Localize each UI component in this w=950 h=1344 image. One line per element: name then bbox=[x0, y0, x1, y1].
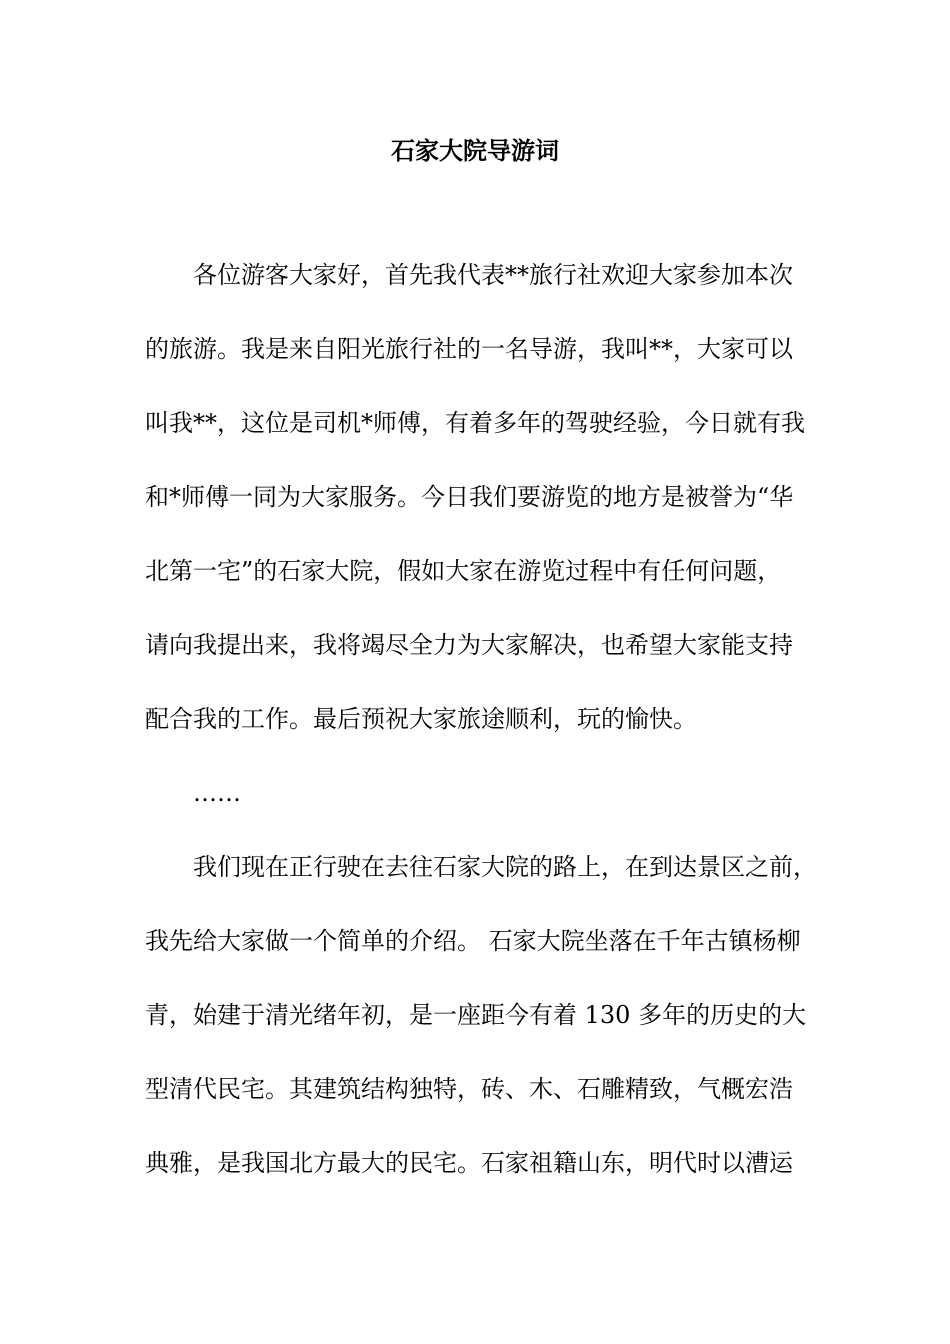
paragraph-line-6: 请向我提出来，我将竭尽全力为大家解决，也希望大家能支持 bbox=[145, 631, 793, 659]
paragraph-line-3: 叫我**，这位是司机*师傅，有着多年的驾驶经验，今日就有我 bbox=[145, 409, 805, 437]
paragraph-line-10: 青，始建于清光绪年初，是一座距今有着 130 多年的历史的大 bbox=[145, 1001, 807, 1029]
document-title: 石家大院导游词 bbox=[391, 136, 559, 165]
paragraph-line-7: 配合我的工作。最后预祝大家旅途顺利，玩的愉快。 bbox=[145, 705, 697, 733]
paragraph-line-1: 各位游客大家好，首先我代表**旅行社欢迎大家参加本次 bbox=[193, 261, 793, 289]
ellipsis-line: …… bbox=[193, 779, 241, 807]
paragraph-line-8: 我们现在正行驶在去往石家大院的路上，在到达景区之前， bbox=[193, 853, 817, 881]
paragraph-line-5: 北第一宅”的石家大院，假如大家在游览过程中有任何问题， bbox=[145, 557, 782, 585]
paragraph-line-9: 我先给大家做一个简单的介绍。 石家大院坐落在千年古镇杨柳 bbox=[145, 927, 801, 955]
paragraph-line-4: 和*师傅一同为大家服务。今日我们要游览的地方是被誉为“华 bbox=[145, 483, 794, 511]
paragraph-line-12: 典雅，是我国北方最大的民宅。石家祖籍山东，明代时以漕运 bbox=[145, 1149, 793, 1177]
paragraph-line-2: 的旅游。我是来自阳光旅行社的一名导游，我叫**，大家可以 bbox=[145, 335, 793, 363]
paragraph-line-11: 型清代民宅。其建筑结构独特，砖、木、石雕精致，气概宏浩 bbox=[145, 1075, 793, 1103]
